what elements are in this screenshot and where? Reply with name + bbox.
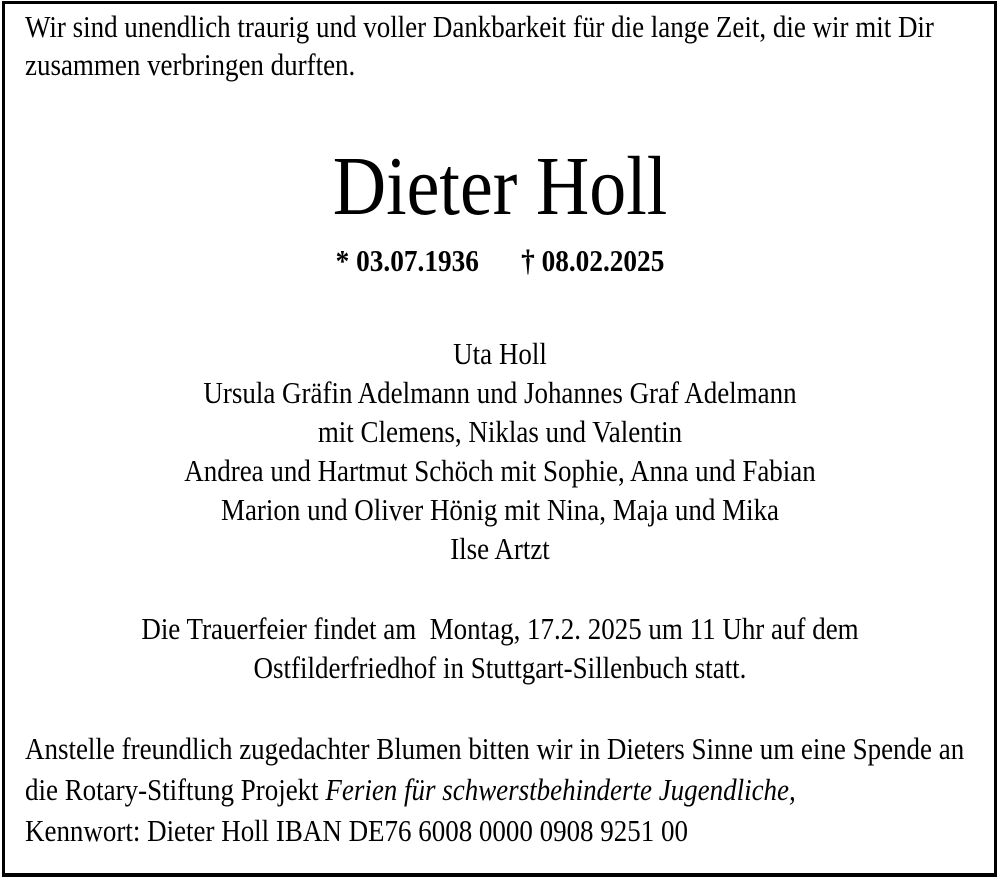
mourner-line: Andrea und Hartmut Schöch mit Sophie, Anna und Fabian: [184, 453, 816, 488]
birth-date: * 03.07.1936: [335, 243, 479, 278]
mourners-list: [0, 334, 1000, 568]
donation-project-name: Ferien für schwerstbehinderte Jugendliche,: [325, 772, 796, 807]
mourner-line: Uta Holl: [453, 336, 547, 371]
life-dates: [60, 241, 940, 280]
opening-line: zusammen verbringen durften.: [25, 47, 356, 82]
funeral-line: Ostfilderfriedhof in Stuttgart-Sillenbuch statt.: [253, 650, 747, 685]
opening-text: [25, 8, 1000, 84]
opening-line: Wir sind unendlich traurig und voller Dankbarkeit für die lange Zeit, die wir mit Dir: [25, 9, 934, 44]
funeral-line: Die Trauerfeier findet am Montag, 17.2. 2025 um 11 Uhr auf dem: [141, 611, 859, 646]
donation-line: Anstelle freundlich zugedachter Blumen bitten wir in Dieters Sinne um eine Spende an: [25, 731, 965, 766]
donation-keyword-iban: Kennwort: Dieter Holl IBAN DE76 6008 0000 0908 9251 00: [25, 813, 688, 848]
mourner-line: Marion und Oliver Hönig mit Nina, Maja und Mika: [220, 492, 780, 527]
donation-line-normal: die Rotary-Stiftung Projekt: [25, 772, 326, 807]
mourner-line: Ilse Artzt: [450, 531, 550, 566]
donation-text: [25, 728, 1000, 851]
donation-line: [25, 769, 964, 810]
mourner-line: mit Clemens, Niklas und Valentin: [317, 414, 683, 449]
mourner-line: Ursula Gräfin Adelmann und Johannes Graf Adelmann: [203, 375, 797, 410]
deceased-name: Dieter Holl: [332, 140, 668, 233]
funeral-info: [0, 609, 1000, 687]
death-date: † 08.02.2025: [521, 243, 665, 278]
